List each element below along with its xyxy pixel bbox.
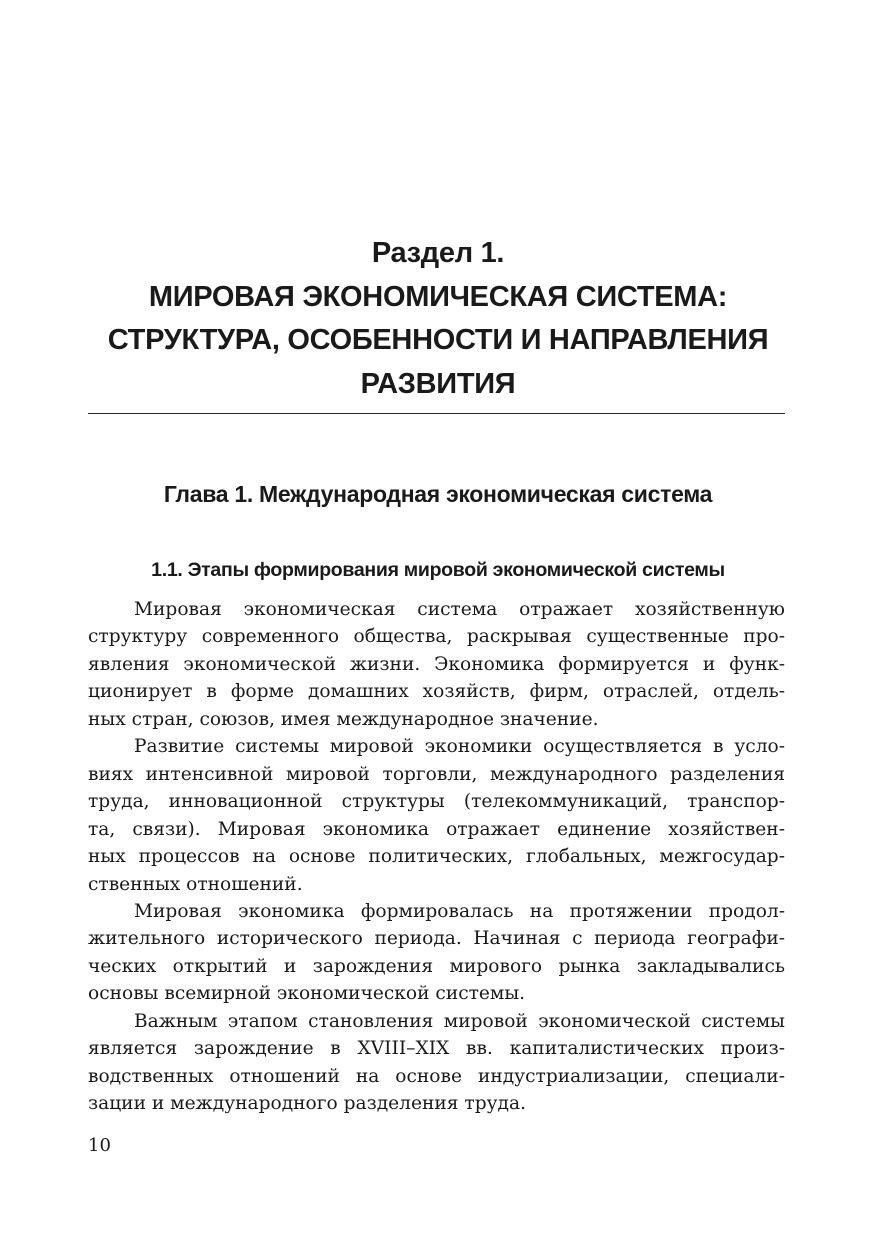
chapter-title: Глава 1. Международная экономическая система [163, 481, 713, 507]
paragraph [88, 898, 785, 1008]
paragraph-line: является зарождение в XVIII–XIX вв. капиталистических произ- [88, 1038, 785, 1060]
paragraph-line: ческих открытий и зарождения мирового рынка закладывались [88, 955, 785, 977]
paragraph-line: зации и международного разделения труда. [88, 1093, 526, 1115]
paragraph [88, 733, 785, 898]
paragraph-line: ственных отношений. [88, 873, 303, 895]
paragraph [88, 596, 785, 733]
subsection-title: 1.1. Этапы формирования мировой экономической системы [151, 559, 725, 581]
paragraph-line: ных процессов на основе политических, глобальных, межгосудар- [88, 846, 785, 868]
body-text [88, 596, 785, 1118]
paragraph-line: основы всемирной экономической системы. [88, 983, 526, 1005]
section-title-line: МИРОВАЯ ЭКОНОМИЧЕСКАЯ СИСТЕМА: [148, 280, 728, 313]
paragraph-line: ционирует в форме домашних хозяйств, фирм, отраслей, отдель- [88, 681, 785, 703]
paragraph-line: виях интенсивной мировой торговли, международного разделения [88, 763, 785, 785]
paragraph-line: Мировая экономическая система отражает хозяйственную [134, 599, 785, 620]
section-divider [88, 413, 785, 414]
paragraph-line: жительного исторического периода. Начиная с периода географи- [88, 928, 785, 950]
paragraph-line: Важным этапом становления мировой экономической системы [134, 1010, 785, 1032]
paragraph-line: Мировая экономика формировалась на протяжении продол- [134, 900, 785, 922]
paragraph-line: водственных отношений на основе индустриализации, специали- [88, 1065, 785, 1087]
page-number: 10 [88, 1135, 111, 1156]
paragraph-line: та, связи). Мировая экономика отражает единение хозяйствен- [88, 818, 785, 840]
paragraph-line: структуру современного общества, раскрывая существенные про- [88, 626, 785, 648]
paragraph-line: ных стран, союзов, имея международное значение. [88, 708, 599, 730]
section-label: Раздел 1. [371, 237, 505, 269]
section-heading [88, 232, 788, 406]
paragraph [88, 1008, 785, 1118]
paragraph-line: явления экономической жизни. Экономика формируется и функ- [88, 653, 785, 675]
paragraph-line: Развитие системы мировой экономики осуществляется в усло- [134, 736, 785, 758]
section-title-line: СТРУКТУРА, ОСОБЕННОСТИ И НАПРАВЛЕНИЯ [107, 324, 769, 356]
paragraph-line: труда, инновационной структуры (телекоммуникаций, транспор- [88, 791, 785, 813]
section-title-line: РАЗВИТИЯ [360, 367, 516, 400]
